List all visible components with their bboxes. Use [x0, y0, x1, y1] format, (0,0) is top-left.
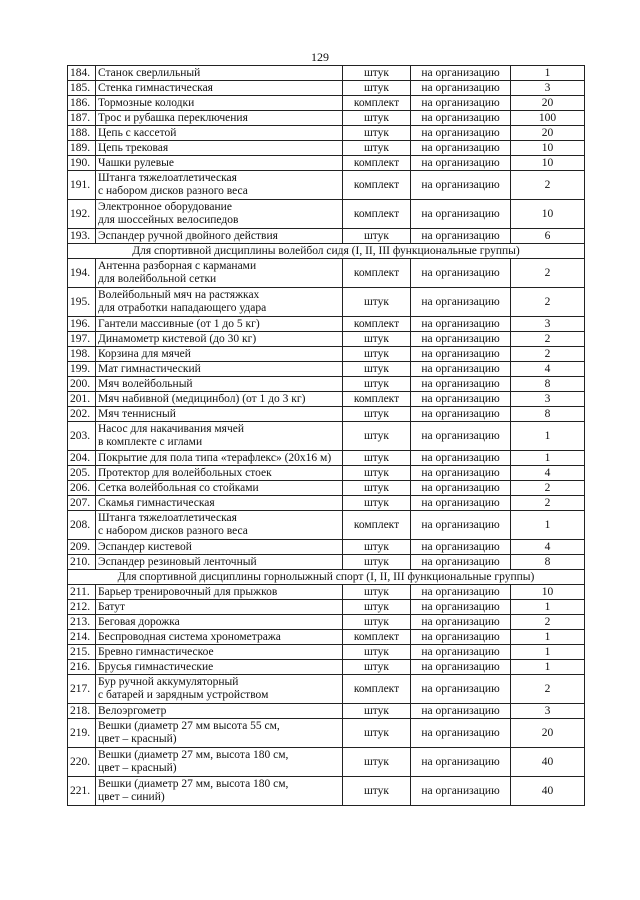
row-number: 185. [68, 81, 96, 96]
calculation-basis: на организацию [411, 81, 511, 96]
item-name: Стенка гимнастическая [96, 81, 343, 96]
item-name: Мяч волейбольный [96, 377, 343, 392]
row-number: 193. [68, 229, 96, 244]
unit-of-measure: штук [343, 748, 411, 777]
row-number: 194. [68, 259, 96, 288]
quantity: 1 [511, 645, 585, 660]
item-name: Мат гимнастический [96, 362, 343, 377]
quantity: 10 [511, 141, 585, 156]
calculation-basis: на организацию [411, 777, 511, 806]
quantity: 40 [511, 777, 585, 806]
row-number: 206. [68, 481, 96, 496]
table-row [68, 585, 585, 600]
quantity: 10 [511, 585, 585, 600]
table-row [68, 407, 585, 422]
section-header-row [68, 570, 585, 585]
item-name: Эспандер ручной двойного действия [96, 229, 343, 244]
unit-of-measure: комплект [343, 630, 411, 645]
calculation-basis: на организацию [411, 111, 511, 126]
section-title: Для спортивной дисциплины горнолыжный спорт (I, II, III функциональные группы) [68, 570, 585, 585]
quantity: 2 [511, 259, 585, 288]
calculation-basis: на организацию [411, 422, 511, 451]
quantity: 8 [511, 555, 585, 570]
table-row [68, 288, 585, 317]
row-number: 204. [68, 451, 96, 466]
row-number: 189. [68, 141, 96, 156]
table-row [68, 481, 585, 496]
item-name: Протектор для волейбольных стоек [96, 466, 343, 481]
quantity: 10 [511, 200, 585, 229]
row-number: 218. [68, 704, 96, 719]
table-row [68, 451, 585, 466]
row-number: 208. [68, 511, 96, 540]
table-row [68, 377, 585, 392]
item-name: Эспандер кистевой [96, 540, 343, 555]
table-row [68, 496, 585, 511]
quantity: 2 [511, 496, 585, 511]
row-number: 190. [68, 156, 96, 171]
row-number: 209. [68, 540, 96, 555]
unit-of-measure: штук [343, 496, 411, 511]
table-row [68, 81, 585, 96]
row-number: 192. [68, 200, 96, 229]
calculation-basis: на организацию [411, 481, 511, 496]
row-number: 197. [68, 332, 96, 347]
calculation-basis: на организацию [411, 645, 511, 660]
row-number: 217. [68, 675, 96, 704]
table-row [68, 111, 585, 126]
table-row [68, 675, 585, 704]
quantity: 1 [511, 630, 585, 645]
item-name: Эспандер резиновый ленточный [96, 555, 343, 570]
table-row [68, 704, 585, 719]
calculation-basis: на организацию [411, 496, 511, 511]
quantity: 3 [511, 317, 585, 332]
unit-of-measure: комплект [343, 511, 411, 540]
table-row [68, 156, 585, 171]
unit-of-measure: штук [343, 288, 411, 317]
calculation-basis: на организацию [411, 126, 511, 141]
item-name: Мяч набивной (медицинбол) (от 1 до 3 кг) [96, 392, 343, 407]
table-row [68, 392, 585, 407]
quantity: 3 [511, 392, 585, 407]
unit-of-measure: штук [343, 481, 411, 496]
table-row [68, 719, 585, 748]
row-number: 186. [68, 96, 96, 111]
unit-of-measure: штук [343, 540, 411, 555]
calculation-basis: на организацию [411, 540, 511, 555]
item-name: Чашки рулевые [96, 156, 343, 171]
table-row [68, 317, 585, 332]
calculation-basis: на организацию [411, 392, 511, 407]
row-number: 219. [68, 719, 96, 748]
table-row [68, 615, 585, 630]
unit-of-measure: штук [343, 66, 411, 81]
item-name: Батут [96, 600, 343, 615]
item-name: Станок сверлильный [96, 66, 343, 81]
unit-of-measure: комплект [343, 156, 411, 171]
table-row [68, 600, 585, 615]
calculation-basis: на организацию [411, 511, 511, 540]
calculation-basis: на организацию [411, 96, 511, 111]
quantity: 6 [511, 229, 585, 244]
quantity: 1 [511, 422, 585, 451]
row-number: 195. [68, 288, 96, 317]
calculation-basis: на организацию [411, 156, 511, 171]
row-number: 202. [68, 407, 96, 422]
calculation-basis: на организацию [411, 748, 511, 777]
quantity: 1 [511, 451, 585, 466]
unit-of-measure: штук [343, 615, 411, 630]
unit-of-measure: штук [343, 229, 411, 244]
quantity: 1 [511, 66, 585, 81]
row-number: 216. [68, 660, 96, 675]
unit-of-measure: штук [343, 555, 411, 570]
quantity: 4 [511, 466, 585, 481]
row-number: 211. [68, 585, 96, 600]
unit-of-measure: штук [343, 600, 411, 615]
table-row [68, 362, 585, 377]
quantity: 2 [511, 171, 585, 200]
unit-of-measure: штук [343, 451, 411, 466]
table-row [68, 422, 585, 451]
quantity: 20 [511, 126, 585, 141]
unit-of-measure: штук [343, 719, 411, 748]
row-number: 221. [68, 777, 96, 806]
item-name: Мяч теннисный [96, 407, 343, 422]
item-name: Цепь с кассетой [96, 126, 343, 141]
row-number: 215. [68, 645, 96, 660]
section-header-row [68, 244, 585, 259]
item-name: Сетка волейбольная со стойками [96, 481, 343, 496]
calculation-basis: на организацию [411, 200, 511, 229]
calculation-basis: на организацию [411, 719, 511, 748]
calculation-basis: на организацию [411, 377, 511, 392]
item-name: Динамометр кистевой (до 30 кг) [96, 332, 343, 347]
row-number: 201. [68, 392, 96, 407]
calculation-basis: на организацию [411, 660, 511, 675]
equipment-table [67, 65, 585, 806]
item-name: Покрытие для пола типа «терафлекс» (20x16 м) [96, 451, 343, 466]
item-name: Вешки (диаметр 27 мм высота 55 см, цвет – красный) [96, 719, 343, 748]
quantity: 10 [511, 156, 585, 171]
quantity: 1 [511, 511, 585, 540]
calculation-basis: на организацию [411, 317, 511, 332]
unit-of-measure: штук [343, 111, 411, 126]
row-number: 205. [68, 466, 96, 481]
unit-of-measure: штук [343, 377, 411, 392]
item-name: Трос и рубашка переключения [96, 111, 343, 126]
item-name: Беговая дорожка [96, 615, 343, 630]
quantity: 3 [511, 81, 585, 96]
item-name: Антенна разборная с карманами для волейбольной сетки [96, 259, 343, 288]
equipment-table-body [68, 66, 585, 806]
quantity: 20 [511, 719, 585, 748]
unit-of-measure: комплект [343, 171, 411, 200]
table-row [68, 540, 585, 555]
item-name: Вешки (диаметр 27 мм, высота 180 см, цвет – синий) [96, 777, 343, 806]
unit-of-measure: штук [343, 141, 411, 156]
unit-of-measure: штук [343, 362, 411, 377]
row-number: 212. [68, 600, 96, 615]
table-row [68, 347, 585, 362]
unit-of-measure: штук [343, 645, 411, 660]
quantity: 4 [511, 362, 585, 377]
unit-of-measure: штук [343, 777, 411, 806]
table-row [68, 229, 585, 244]
calculation-basis: на организацию [411, 585, 511, 600]
calculation-basis: на организацию [411, 362, 511, 377]
item-name: Беспроводная система хронометража [96, 630, 343, 645]
item-name: Брусья гимнастические [96, 660, 343, 675]
unit-of-measure: штук [343, 704, 411, 719]
item-name: Велоэргометр [96, 704, 343, 719]
unit-of-measure: штук [343, 347, 411, 362]
calculation-basis: на организацию [411, 347, 511, 362]
item-name: Насос для накачивания мячей в комплекте с иглами [96, 422, 343, 451]
quantity: 1 [511, 600, 585, 615]
unit-of-measure: штук [343, 81, 411, 96]
quantity: 40 [511, 748, 585, 777]
calculation-basis: на организацию [411, 259, 511, 288]
item-name: Штанга тяжелоатлетическая с набором дисков разного веса [96, 171, 343, 200]
calculation-basis: на организацию [411, 66, 511, 81]
calculation-basis: на организацию [411, 451, 511, 466]
calculation-basis: на организацию [411, 407, 511, 422]
unit-of-measure: штук [343, 422, 411, 451]
quantity: 8 [511, 377, 585, 392]
unit-of-measure: комплект [343, 675, 411, 704]
quantity: 2 [511, 288, 585, 317]
calculation-basis: на организацию [411, 332, 511, 347]
table-row [68, 645, 585, 660]
item-name: Электронное оборудование для шоссейных велосипедов [96, 200, 343, 229]
row-number: 210. [68, 555, 96, 570]
row-number: 187. [68, 111, 96, 126]
table-row [68, 126, 585, 141]
row-number: 207. [68, 496, 96, 511]
item-name: Гантели массивные (от 1 до 5 кг) [96, 317, 343, 332]
item-name: Бревно гимнастическое [96, 645, 343, 660]
quantity: 2 [511, 675, 585, 704]
unit-of-measure: комплект [343, 200, 411, 229]
quantity: 8 [511, 407, 585, 422]
unit-of-measure: комплект [343, 317, 411, 332]
row-number: 191. [68, 171, 96, 200]
calculation-basis: на организацию [411, 555, 511, 570]
item-name: Тормозные колодки [96, 96, 343, 111]
calculation-basis: на организацию [411, 141, 511, 156]
quantity: 2 [511, 347, 585, 362]
quantity: 100 [511, 111, 585, 126]
section-title: Для спортивной дисциплины волейбол сидя (I, II, III функциональные группы) [68, 244, 585, 259]
table-row [68, 630, 585, 645]
quantity: 2 [511, 481, 585, 496]
page-number: 129 [311, 50, 329, 64]
calculation-basis: на организацию [411, 630, 511, 645]
table-row [68, 259, 585, 288]
unit-of-measure: штук [343, 660, 411, 675]
table-row [68, 660, 585, 675]
unit-of-measure: штук [343, 332, 411, 347]
unit-of-measure: штук [343, 585, 411, 600]
row-number: 213. [68, 615, 96, 630]
item-name: Вешки (диаметр 27 мм, высота 180 см, цвет – красный) [96, 748, 343, 777]
row-number: 188. [68, 126, 96, 141]
quantity: 1 [511, 660, 585, 675]
row-number: 196. [68, 317, 96, 332]
unit-of-measure: комплект [343, 259, 411, 288]
row-number: 220. [68, 748, 96, 777]
row-number: 199. [68, 362, 96, 377]
unit-of-measure: комплект [343, 96, 411, 111]
calculation-basis: на организацию [411, 600, 511, 615]
row-number: 203. [68, 422, 96, 451]
item-name: Бур ручной аккумуляторный с батарей и зарядным устройством [96, 675, 343, 704]
item-name: Штанга тяжелоатлетическая с набором дисков разного веса [96, 511, 343, 540]
row-number: 198. [68, 347, 96, 362]
calculation-basis: на организацию [411, 466, 511, 481]
quantity: 2 [511, 332, 585, 347]
calculation-basis: на организацию [411, 704, 511, 719]
unit-of-measure: штук [343, 407, 411, 422]
table-row [68, 332, 585, 347]
table-row [68, 511, 585, 540]
quantity: 4 [511, 540, 585, 555]
table-row [68, 466, 585, 481]
table-row [68, 171, 585, 200]
row-number: 214. [68, 630, 96, 645]
table-row [68, 200, 585, 229]
quantity: 2 [511, 615, 585, 630]
unit-of-measure: штук [343, 466, 411, 481]
item-name: Барьер тренировочный для прыжков [96, 585, 343, 600]
table-row [68, 555, 585, 570]
calculation-basis: на организацию [411, 229, 511, 244]
item-name: Цепь трековая [96, 141, 343, 156]
calculation-basis: на организацию [411, 675, 511, 704]
calculation-basis: на организацию [411, 171, 511, 200]
table-row [68, 748, 585, 777]
row-number: 200. [68, 377, 96, 392]
table-row [68, 777, 585, 806]
item-name: Волейбольный мяч на растяжках для отработки нападающего удара [96, 288, 343, 317]
row-number: 184. [68, 66, 96, 81]
quantity: 20 [511, 96, 585, 111]
table-row [68, 96, 585, 111]
item-name: Скамья гимнастическая [96, 496, 343, 511]
calculation-basis: на организацию [411, 288, 511, 317]
item-name: Корзина для мячей [96, 347, 343, 362]
unit-of-measure: штук [343, 126, 411, 141]
quantity: 3 [511, 704, 585, 719]
table-row [68, 66, 585, 81]
unit-of-measure: комплект [343, 392, 411, 407]
table-row [68, 141, 585, 156]
calculation-basis: на организацию [411, 615, 511, 630]
